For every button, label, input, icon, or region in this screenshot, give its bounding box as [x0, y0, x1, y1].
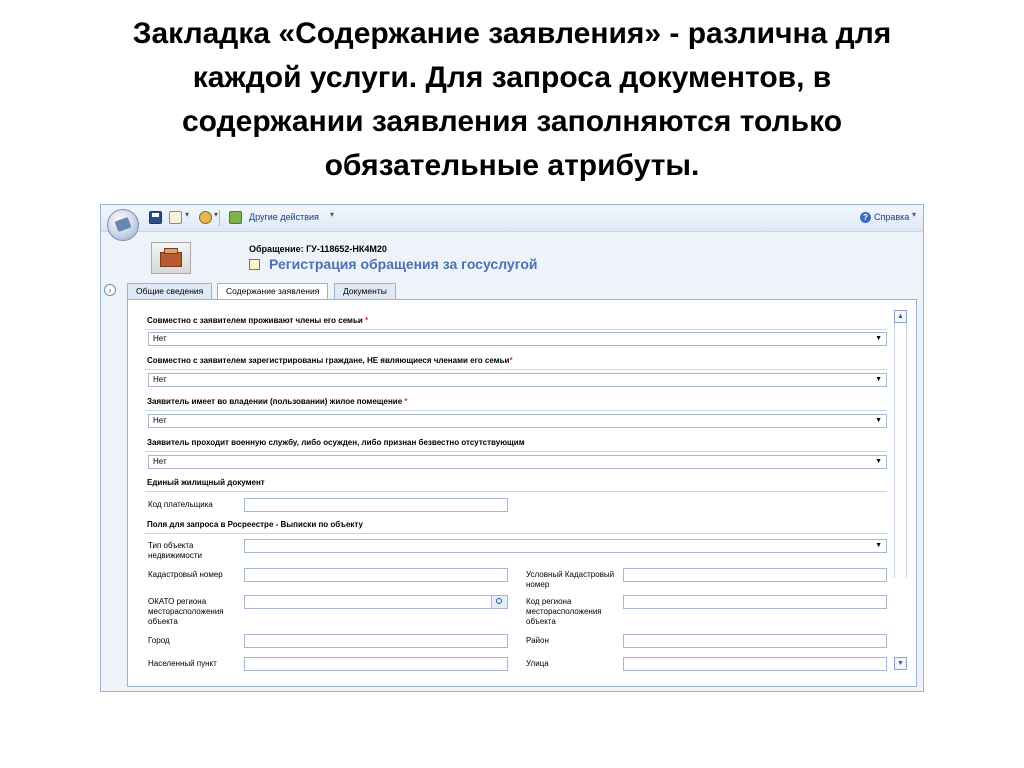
entity-icon: [151, 242, 191, 274]
payer-code-input[interactable]: [244, 498, 508, 512]
toolbar-separator: [219, 210, 220, 226]
street-label: Улица: [526, 659, 549, 668]
toolbar: [101, 205, 923, 232]
form-title: Регистрация обращения за госуслугой: [269, 256, 538, 272]
help-icon[interactable]: ?: [860, 212, 871, 223]
family-members-select[interactable]: Нет ▼: [148, 332, 887, 346]
crm-window: [100, 204, 924, 692]
region-code-label: Код региона месторасположения объекта: [526, 597, 602, 626]
divider: [145, 451, 887, 452]
slide-title-line: обязательные атрибуты.: [324, 149, 700, 182]
district-label: Район: [526, 636, 549, 645]
conditional-cadastral-input[interactable]: [623, 568, 887, 582]
military-service-label: Заявитель проходит военную службу, либо осужден, либо признан безвестно отсутствующим: [147, 438, 525, 447]
military-service-select[interactable]: Нет ▼: [148, 455, 887, 469]
registered-nonfamily-label: Совместно с заявителем зарегистрированы граждане, НЕ являющиеся членами его семьи*: [147, 356, 513, 365]
chevron-down-icon[interactable]: ▾: [214, 210, 219, 219]
region-code-input[interactable]: [623, 595, 887, 609]
conditional-cadastral-label: Условный Кадастровый номер: [526, 570, 615, 589]
cadastral-number-label: Кадастровый номер: [148, 570, 223, 579]
scroll-track[interactable]: [894, 323, 907, 578]
owns-housing-label: Заявитель имеет во владении (пользовании) жилое помещение *: [147, 397, 408, 406]
divider: [145, 533, 887, 534]
form-scrollbar[interactable]: [894, 310, 907, 680]
chevron-down-icon[interactable]: ▾: [912, 210, 917, 219]
form-header: [101, 232, 923, 282]
actions-icon[interactable]: [229, 211, 242, 224]
dropdown-arrow-icon: ▼: [875, 417, 882, 424]
expand-navigation-icon[interactable]: ›: [104, 284, 116, 296]
form-title-icon: [249, 259, 260, 270]
payer-code-label: Код плательщика: [148, 500, 213, 509]
street-input[interactable]: [623, 657, 887, 671]
slide-title-line: Закладка «Содержание заявления» - различна для: [132, 17, 892, 50]
slide-title-line: каждой услуги. Для запроса документов, в: [192, 61, 832, 94]
tab-general-info[interactable]: Общие сведения: [127, 283, 212, 299]
registered-nonfamily-select[interactable]: Нет ▼: [148, 373, 887, 387]
city-input[interactable]: [244, 634, 508, 648]
dropdown-arrow-icon: ▼: [875, 376, 882, 383]
slide-title: [40, 12, 984, 188]
help-menu[interactable]: Справка: [874, 212, 910, 222]
edit-icon[interactable]: [169, 211, 182, 224]
divider: [145, 491, 887, 492]
required-marker: *: [404, 397, 408, 406]
save-icon[interactable]: [149, 211, 162, 224]
okato-label: ОКАТО региона месторасположения объекта: [148, 597, 224, 626]
cadastral-number-input[interactable]: [244, 568, 508, 582]
family-members-label: Совместно с заявителем проживают члены его семьи *: [147, 316, 369, 325]
city-label: Город: [148, 636, 170, 645]
slide-title-line: содержании заявления заполняются только: [181, 105, 843, 138]
property-type-label: Тип объекта недвижимости: [148, 541, 202, 560]
divider: [145, 329, 887, 330]
scroll-down-icon[interactable]: ▼: [894, 657, 907, 670]
chevron-down-icon[interactable]: ▾: [330, 210, 335, 219]
divider: [145, 369, 887, 370]
required-marker: *: [365, 316, 369, 325]
dropdown-arrow-icon: ▼: [875, 542, 882, 549]
dropdown-arrow-icon: ▼: [875, 458, 882, 465]
okato-lookup-input[interactable]: [244, 595, 508, 609]
lookup-icon[interactable]: [491, 596, 507, 608]
form-panel: [127, 299, 917, 687]
rosreestr-section-heading: Поля для запроса в Росреестре - Выписки по объекту: [147, 520, 363, 529]
required-marker: *: [509, 356, 513, 365]
refresh-icon[interactable]: [199, 211, 212, 224]
dropdown-arrow-icon: ▼: [875, 335, 882, 342]
edd-section-heading: Единый жилищный документ: [147, 478, 265, 487]
property-type-select[interactable]: [244, 539, 887, 553]
app-menu-orb[interactable]: [107, 209, 139, 241]
case-number: Обращение: ГУ-118652-НК4М20: [249, 244, 387, 254]
scroll-up-icon[interactable]: ▲: [894, 310, 907, 323]
owns-housing-select[interactable]: Нет ▼: [148, 414, 887, 428]
divider: [145, 410, 887, 411]
settlement-input[interactable]: [244, 657, 508, 671]
chevron-down-icon[interactable]: ▾: [185, 210, 190, 219]
settlement-label: Населенный пункт: [148, 659, 217, 668]
district-input[interactable]: [623, 634, 887, 648]
tab-documents[interactable]: Документы: [334, 283, 396, 299]
tab-application-content[interactable]: Содержание заявления: [217, 283, 328, 300]
more-actions-menu[interactable]: Другие действия: [249, 212, 319, 222]
